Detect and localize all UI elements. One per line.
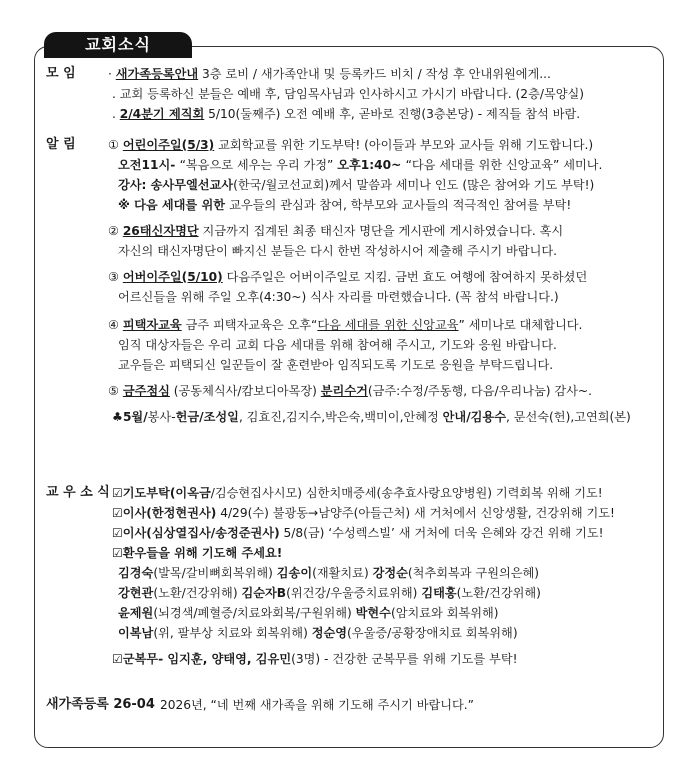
new-family-text: 2026년, “네 번째 새가족을 위해 기도해 주시기 바랍니다.” [160, 698, 474, 712]
childrens-day-text: 교회학교를 위한 기도부탁! (아이들과 부모와 교사들 위해 기도합니다.) [214, 138, 594, 152]
council-title: 2/4분기 제직회 [119, 107, 205, 121]
patient-name: 강정순 [372, 566, 408, 580]
checkbox-icon: ☑ [112, 486, 123, 500]
notice-label: 알 림 [46, 137, 76, 152]
members-label: 교 우 소 식 [46, 485, 110, 500]
next-gen-text: 교우들의 관심과 참여, 학부모와 교사들의 적극적인 참여를 부탁! [229, 198, 572, 212]
seminar-title: 다음 세대를 위한 신앙교육 [317, 318, 459, 332]
new-family-guide-text: 3층 로비 / 새가족안내 및 등록카드 비치 / 작성 후 안내위원에게... [198, 67, 551, 81]
recycling-text: (금주:수정/주동행, 다음/우리나눔) 감사~. [367, 384, 593, 398]
notice-4-line-2: 임직 대상자들은 우리 교회 다음 세대를 위해 참여해 주시고, 기도와 응원 바랍니다. [118, 338, 557, 352]
patient-name: 김송이 [276, 566, 313, 580]
bullet-dot: . [112, 87, 116, 101]
patient-note: (재활치료) [312, 566, 373, 580]
service-label: 봉사- [147, 410, 176, 424]
patient-note: (발목/갈비뼈회복위해) [153, 566, 277, 580]
gathering-label: 모 임 [46, 66, 76, 81]
patient-name: 강현관 [118, 586, 154, 600]
registration-text: 교회 등록하신 분들은 예배 후, 담임목사님과 인사하시고 가시기 바랍니다. (2층/목양실) [119, 87, 585, 101]
next-gen-emphasis: ※ 다음 세대를 위한 [118, 198, 230, 212]
members-line-5 [112, 650, 517, 668]
patient-name: 김경숙 [118, 566, 154, 580]
num-marker: ① [108, 138, 123, 152]
members-line-2 [112, 504, 615, 522]
service-month: 5월/ [122, 410, 148, 424]
patient-note: (뇌경색/폐혈증/치료와회복/구원위해) [153, 606, 356, 620]
usher-members: , 문선숙(헌),고연희(본) [505, 410, 631, 424]
parents-day-text: 다음주일은 어버이주일로 지킴. 금번 효도 여행에 참여하지 못하셨던 [222, 270, 588, 284]
patient-name: 박현수 [355, 606, 391, 620]
prayer-request-title: 기도부탁(이옥금 [122, 486, 211, 500]
prayer-request-text: /김승현집사시모) 심한치매증세(송추효사랑요양병원) 기력회복 위해 기도! [210, 486, 603, 500]
offering-members: , 김효진,김지수,박은숙,백미이,안혜정 [238, 410, 443, 424]
speaker-name: 강사: 송사무엘선교사 [118, 178, 234, 192]
patient-note: (위, 팔부상 치료와 회복위해) [153, 626, 312, 640]
members-line-3 [112, 524, 604, 542]
gathering-line-1 [108, 65, 551, 83]
move-1-text: 4/29(수) 불광동→남양주(아들근처) 새 거처에서 신앙생활, 건강위해 기도! [216, 506, 615, 520]
patient-note: (위건강/우울증치료위해) [286, 586, 422, 600]
checkbox-icon: ☑ [112, 526, 123, 540]
num-marker: ⑤ [108, 384, 123, 398]
members-line-1 [112, 484, 603, 502]
lunch-title: 금주점심 [122, 384, 170, 398]
members-line-4 [112, 544, 282, 562]
section-title-tab: 교회소식 [44, 32, 192, 58]
prospect-list-text: 지금까지 집계된 최종 태신자 명단을 게시판에 게시하였습니다. 혹시 [198, 224, 564, 238]
notice-4-line-3: 교우들은 피택되신 일꾼들이 잘 훈련받아 임직되도록 기도로 응원을 부탁드립니다. [118, 358, 554, 372]
move-1-title: 이사(한정현권사) [122, 506, 217, 520]
patient-name: 이복남 [118, 626, 154, 640]
new-family-label: 새가족등록 26-04 [46, 697, 155, 712]
move-2-title: 이사(심상열집사/송정준권사) [122, 526, 280, 540]
notice-1-line-4 [118, 196, 571, 214]
military-title: 군복무- 임지훈, 양태영, 김유민 [122, 652, 292, 666]
patient-name: 김순자B [241, 586, 287, 600]
patient-name: 윤제원 [118, 606, 154, 620]
morning-time: 오전11시- [118, 158, 180, 172]
parents-day-title: 어버이주일(5/10) [122, 270, 223, 284]
patient-note: (우울증/공황장애치료 회복위해) [347, 626, 518, 640]
lunch-text: (공동체식사/캄보디아목장) [169, 384, 321, 398]
club-icon: ♣ [112, 410, 123, 424]
notice-6-line-1 [112, 408, 631, 426]
notice-4-line-1 [108, 316, 582, 334]
childrens-day-title: 어린이주일(5/3) [122, 138, 215, 152]
patient-note: (노환/건강위해) [153, 586, 242, 600]
notice-3-line-1 [108, 268, 587, 286]
notice-5-line-1 [108, 382, 592, 400]
recycling-title: 분리수거 [320, 384, 368, 398]
notice-1-line-1 [108, 136, 593, 154]
patients-line-2 [118, 584, 541, 602]
new-family-guide-title: 새가족등록안내 [115, 67, 199, 81]
bullet-dot: · [108, 67, 112, 81]
num-marker: ③ [108, 270, 123, 284]
notice-3-line-2: 어르신들을 위해 주일 오후(4:30~) 식사 자리를 마련했습니다. (꼭 참석 바랍니다.) [118, 290, 559, 304]
patient-note: (노환/건강위해) [456, 586, 541, 600]
checkbox-icon: ☑ [112, 546, 123, 560]
move-2-text: 5/8(금) ‘수성렉스빌’ 새 거처에 더욱 은혜와 강건 위해 기도! [279, 526, 604, 540]
notice-2-line-1 [108, 222, 563, 240]
num-marker: ② [108, 224, 123, 238]
afternoon-time: 오후1:40~ [337, 158, 406, 172]
gathering-line-2 [112, 85, 584, 103]
prospect-list-title: 26태신자명단 [122, 224, 199, 238]
patient-note: (척추회복과 구원의은혜) [407, 566, 540, 580]
patient-name: 정순영 [311, 626, 348, 640]
checkbox-icon: ☑ [112, 652, 123, 666]
patient-name: 김태홍 [421, 586, 457, 600]
usher-lead: 안내/김용수 [442, 410, 506, 424]
speaker-text: (한국/월코선교회)께서 말씀과 세미나 인도 (많은 참여와 기도 부탁!) [233, 178, 595, 192]
checkbox-icon: ☑ [112, 506, 123, 520]
afternoon-theme: “다음 세대를 위한 신앙교육” 세미나. [405, 158, 603, 172]
bullet-dot: . [112, 107, 116, 121]
elect-training-text: 금주 피택자교육은 오후“ [181, 318, 318, 332]
military-text: (3명) - 건강한 군복무를 위해 기도를 부탁! [291, 652, 518, 666]
notice-1-line-3 [118, 176, 594, 194]
offering-lead: 헌금/조성일 [175, 410, 239, 424]
council-text: 5/10(둘째주) 오전 예배 후, 곧바로 진행(3층본당) - 제직들 참석 바람. [204, 107, 581, 121]
seminar-text: ” 세미나로 대체합니다. [458, 318, 583, 332]
patients-line-3 [118, 604, 499, 622]
patient-note: (암치료와 회복위해) [390, 606, 499, 620]
patients-line-1 [118, 564, 539, 582]
elect-training-title: 피택자교육 [122, 318, 182, 332]
notice-1-line-2 [118, 156, 602, 174]
morning-theme: “복음으로 세우는 우리 가정” [179, 158, 338, 172]
num-marker: ④ [108, 318, 123, 332]
notice-2-line-2: 자신의 태신자명단이 빠지신 분들은 다시 한번 작성하시어 제출해 주시기 바랍니다. [118, 244, 558, 258]
patients-title: 환우들을 위해 기도해 주세요! [122, 546, 283, 560]
gathering-line-3 [112, 105, 580, 123]
patients-line-4 [118, 624, 518, 642]
